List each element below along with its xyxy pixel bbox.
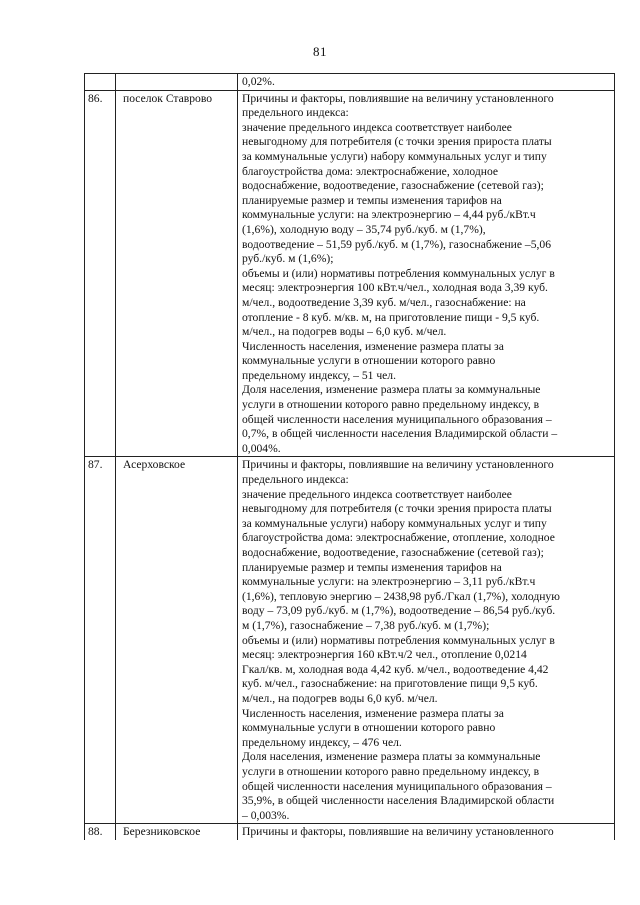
description-line: Численность населения, изменение размера платы за [242, 706, 504, 720]
table-row [85, 457, 615, 824]
description-line: предельному индексу, – 476 чел. [242, 735, 402, 749]
row-number: 87. [85, 457, 116, 824]
description-line: предельного индекса: [242, 106, 349, 120]
description-line: предельного индекса: [242, 473, 349, 487]
description-line: коммунальные услуги: на электроэнергию – 3,11 руб./кВт.ч [242, 575, 536, 589]
municipality-name: поселок Ставрово [116, 90, 238, 457]
row-number: 88. [85, 824, 116, 840]
description-line: услуги в отношении которого равно предельному индексу, в [242, 398, 540, 412]
description-line: м/чел., водоотведение 3,39 куб. м/чел., газоснабжение: на [242, 295, 526, 309]
description-line: благоустройства дома: электроснабжение, отопление, холодное [242, 531, 555, 545]
description-line: Гкал/кв. м, холодная вода 4,42 куб. м/чел., водоотведение 4,42 [242, 662, 549, 676]
description-line: за коммунальные услуги) набору коммунальных услуг и типу [242, 516, 547, 530]
description-line: руб./куб. м (1,6%); [242, 252, 334, 266]
description-line: м (1,7%), газоснабжение – 7,38 руб./куб. м (1,7%); [242, 618, 490, 632]
description-line: Причины и факторы, повлиявшие на величину установленного [242, 458, 554, 472]
description-line: месяц: электроэнергия 100 кВт.ч/чел., холодная вода 3,39 куб. [242, 281, 548, 295]
description-line: месяц: электроэнергия 160 кВт.ч/2 чел., отопление 0,0214 [242, 648, 527, 662]
description-line: м/чел., на подогрев воды – 6,0 куб. м/чел. [242, 325, 447, 339]
description-line: водоснабжение, водоотведение, газоснабжение (сетевой газ); [242, 546, 544, 559]
description-line: предельному индексу, – 51 чел. [242, 368, 396, 382]
description-cell [238, 74, 615, 91]
description-line: (1,6%), тепловую энергию – 2438,98 руб./Гкал (1,7%), холодную [242, 589, 560, 603]
municipality-name: Асерховское [116, 457, 238, 824]
description-line: – 0,003%. [242, 808, 290, 822]
description-line: Причины и факторы, повлиявшие на величину установленного [242, 825, 554, 839]
description-line: 35,9%, в общей численности населения Владимирской области [242, 794, 555, 808]
table-row [85, 74, 615, 91]
description-line: общей численности населения муниципального образования – [242, 779, 552, 793]
description-line: м/чел., на подогрев воды 6,0 куб. м/чел. [242, 691, 438, 705]
description-line: (1,6%), холодную воду – 35,74 руб./куб. м (1,7%), [242, 222, 486, 236]
description-line: коммунальные услуги в отношении которого равно [242, 354, 496, 368]
description-line: общей численности населения муниципального образования – [242, 412, 552, 426]
description-cell [238, 457, 615, 824]
description-line: за коммунальные услуги) набору коммунальных услуг и типу [242, 149, 547, 163]
description-line: воду – 73,09 руб./куб. м (1,7%), водоотведение – 86,54 руб./куб. [242, 604, 556, 618]
municipality-name [116, 74, 238, 91]
municipality-name: Березниковское [116, 824, 238, 840]
description-line: Доля населения, изменение размера платы за коммунальные [242, 383, 541, 397]
description-line: 0,004%. [242, 441, 281, 455]
description-cell [238, 824, 615, 840]
description-line: значение предельного индекса соответствует наиболее [242, 120, 512, 134]
row-number [85, 74, 116, 91]
table-row [85, 824, 615, 840]
description-cell [238, 90, 615, 457]
indices-table [84, 73, 615, 840]
table-row [85, 90, 615, 457]
description-line: коммунальные услуги: на электроэнергию – 4,44 руб./кВт.ч [242, 208, 536, 222]
description-line: Причины и факторы, повлиявшие на величину установленного [242, 91, 554, 105]
description-line: Доля населения, изменение размера платы за коммунальные [242, 750, 541, 764]
description-line: водоснабжение, водоотведение, газоснабжение (сетевой газ); [242, 179, 544, 193]
table-body [85, 74, 615, 840]
description-line: значение предельного индекса соответствует наиболее [242, 487, 512, 501]
description-line: услуги в отношении которого равно предельному индексу, в [242, 764, 540, 778]
page-number: 81 [313, 44, 327, 59]
description-line: 0,02%. [242, 75, 275, 88]
description-line: объемы и (или) нормативы потребления коммунальных услуг в [242, 266, 555, 280]
description-line: планируемые размер и темпы изменения тарифов на [242, 560, 502, 574]
description-line: куб. м/чел., газоснабжение: на приготовление пищи 9,5 куб. [242, 677, 538, 691]
description-line: отопление - 8 куб. м/кв. м, на приготовление пищи - 9,5 куб. [242, 310, 540, 324]
description-line: невыгодному для потребителя (с точки зрения прироста платы [242, 135, 552, 149]
description-line: 0,7%, в общей численности населения Владимирской области – [242, 427, 558, 441]
description-line: невыгодному для потребителя (с точки зрения прироста платы [242, 502, 552, 516]
description-line: водоотведение – 51,59 руб./куб. м (1,7%), газоснабжение –5,06 [242, 237, 552, 251]
description-line: объемы и (или) нормативы потребления коммунальных услуг в [242, 633, 555, 647]
row-number: 86. [85, 90, 116, 457]
description-line: планируемые размер и темпы изменения тарифов на [242, 193, 502, 207]
description-line: коммунальные услуги в отношении которого равно [242, 721, 496, 735]
description-line: Численность населения, изменение размера платы за [242, 339, 504, 353]
description-line: благоустройства дома: электроснабжение, холодное [242, 164, 499, 178]
